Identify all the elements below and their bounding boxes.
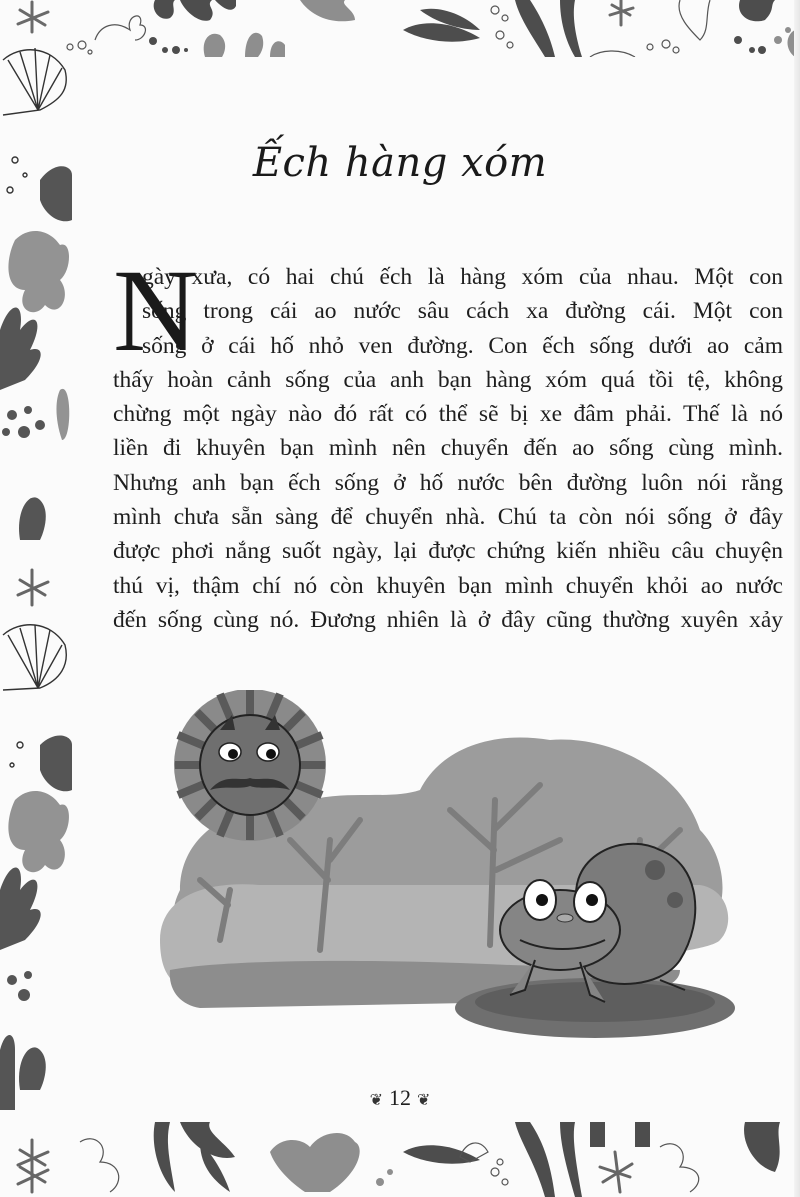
sea-plants-pattern-icon: [0, 1122, 800, 1197]
text-line: sống trong cái ao nước sâu cách xa đường cái. Một con: [142, 298, 783, 325]
text-line: chừng một ngày nào đó rất có thể sẽ bị xe đâm phải. Thế là nó: [113, 401, 783, 428]
text-line: được phơi nắng suốt ngày, lại được chứng kiến nhiều câu chuyện: [113, 538, 783, 565]
floral-ornament-left-icon: ❦: [369, 1092, 383, 1109]
text-line: Nhưng anh bạn ếch sống ở hố nước bên đường luôn nói rằng: [113, 469, 783, 496]
floral-ornament-right-icon: ❦: [417, 1092, 431, 1109]
page-number: [0, 1085, 800, 1111]
text-line: gày xưa, có hai chú ếch là hàng xóm của nhau. Một con: [142, 264, 783, 290]
story-illustration: [160, 690, 740, 1050]
text-line: đến sống cùng nó. Đương nhiên là ở đây cũng thường xuyên xảy: [113, 606, 783, 633]
sun-face-icon: [174, 690, 326, 841]
text-line: thú vị, thậm chí nó còn khuyên bạn mình chuyển khỏi ao nước: [113, 572, 783, 599]
text-line: sống ở cái hố nhỏ ven đường. Con ếch sống dưới ao cảm: [142, 332, 783, 359]
drop-cap: N: [113, 245, 199, 376]
sea-plants-pattern-icon: [0, 0, 800, 57]
text-line: liền đi khuyên bạn mình nên chuyển đến ao sống cùng mình.: [113, 435, 783, 462]
text-line: mình chưa sẵn sàng để chuyển nhà. Chú ta còn nói sống ở đây: [113, 504, 783, 531]
page-number-value: 12: [389, 1085, 411, 1110]
story-body: [113, 245, 783, 637]
story-title: Ếch hàng xóm: [252, 140, 548, 186]
text-line: thấy hoàn cảnh sống của anh bạn hàng xóm quá tồi tệ, không: [113, 366, 783, 393]
decorative-border-bottom: [0, 1122, 800, 1197]
decorative-border-top: [0, 0, 800, 57]
